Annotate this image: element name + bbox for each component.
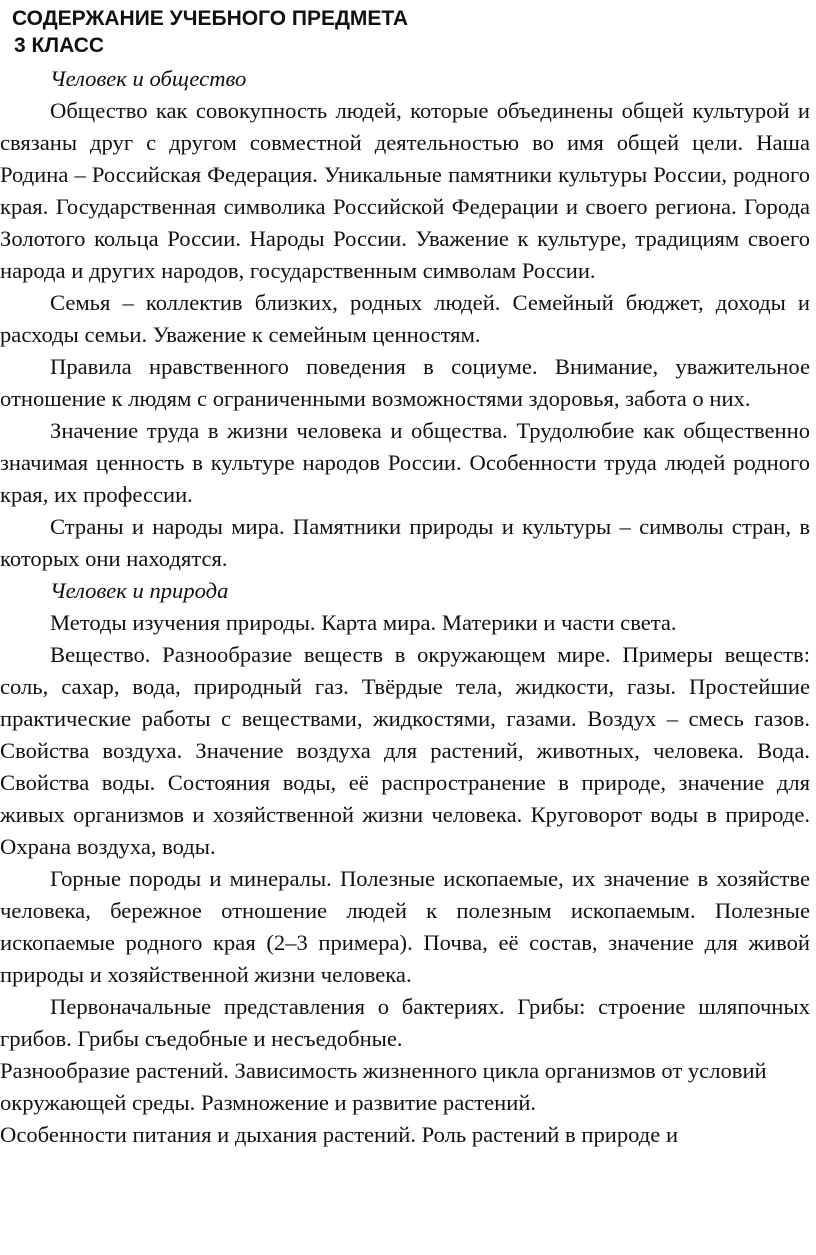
grade-heading: 3 КЛАСС [14,34,105,57]
document-title: СОДЕРЖАНИЕ УЧЕБНОГО ПРЕДМЕТА [12,7,409,30]
paragraph: Особенности питания и дыхания растений. Роль растений в природе и [0,1122,679,1147]
section-heading-nature: Человек и природа [50,578,229,603]
paragraph: Общество как совокупность людей, которые объединены общей культурой и связаны друг с другом совместной деятельностью во имя общей цели. Наша Родина – Российская Федерация. Уникальные памятники культуры России, родного края. Государственная символика Российской Федерации и своего региона. Города Золотого кольца России. Народы России. Уважение к культуре, традициям своего народа и других народов, государственным символам России. [0,98,810,283]
paragraph: Первоначальные представления о бактериях. Грибы: строение шляпочных грибов. Грибы съедобные и несъедобные. [0,994,810,1051]
paragraph: Вещество. Разнообразие веществ в окружающем мире. Примеры веществ: соль, сахар, вода, природный газ. Твёрдые тела, жидкости, газы. Простейшие практические работы с веществами, жидкостями, газами. Воздух – смесь газов. Свойства воздуха. Значение воздуха для растений, животных, человека. Вода. Свойства воды. Состояния воды, её распространение в природе, значение для живых организмов и хозяйственной жизни человека. Круговорот воды в природе. Охрана воздуха, воды. [0,642,810,859]
document-body [0,63,816,1151]
paragraph: Разнообразие растений. Зависимость жизненного цикла организмов от условий окружающей среды. Размножение и развитие растений. [0,1058,767,1115]
paragraph: Методы изучения природы. Карта мира. Материки и части света. [50,610,677,635]
paragraph: Страны и народы мира. Памятники природы и культуры – символы стран, в которых они находятся. [0,514,810,571]
paragraph: Значение труда в жизни человека и общества. Трудолюбие как общественно значимая ценность в культуре народов России. Особенности труда людей родного края, их профессии. [0,418,810,507]
paragraph: Горные породы и минералы. Полезные ископаемые, их значение в хозяйстве человека, бережное отношение людей к полезным ископаемым. Полезные ископаемые родного края (2–3 примера). Почва, её состав, значение для живой природы и хозяйственной жизни человека. [0,866,810,987]
paragraph: Семья – коллектив близких, родных людей. Семейный бюджет, доходы и расходы семьи. Уважение к семейным ценностям. [0,290,810,347]
paragraph: Правила нравственного поведения в социуме. Внимание, уважительное отношение к людям с ограниченными возможностями здоровья, забота о них. [0,354,810,411]
section-heading-society: Человек и общество [50,66,247,91]
